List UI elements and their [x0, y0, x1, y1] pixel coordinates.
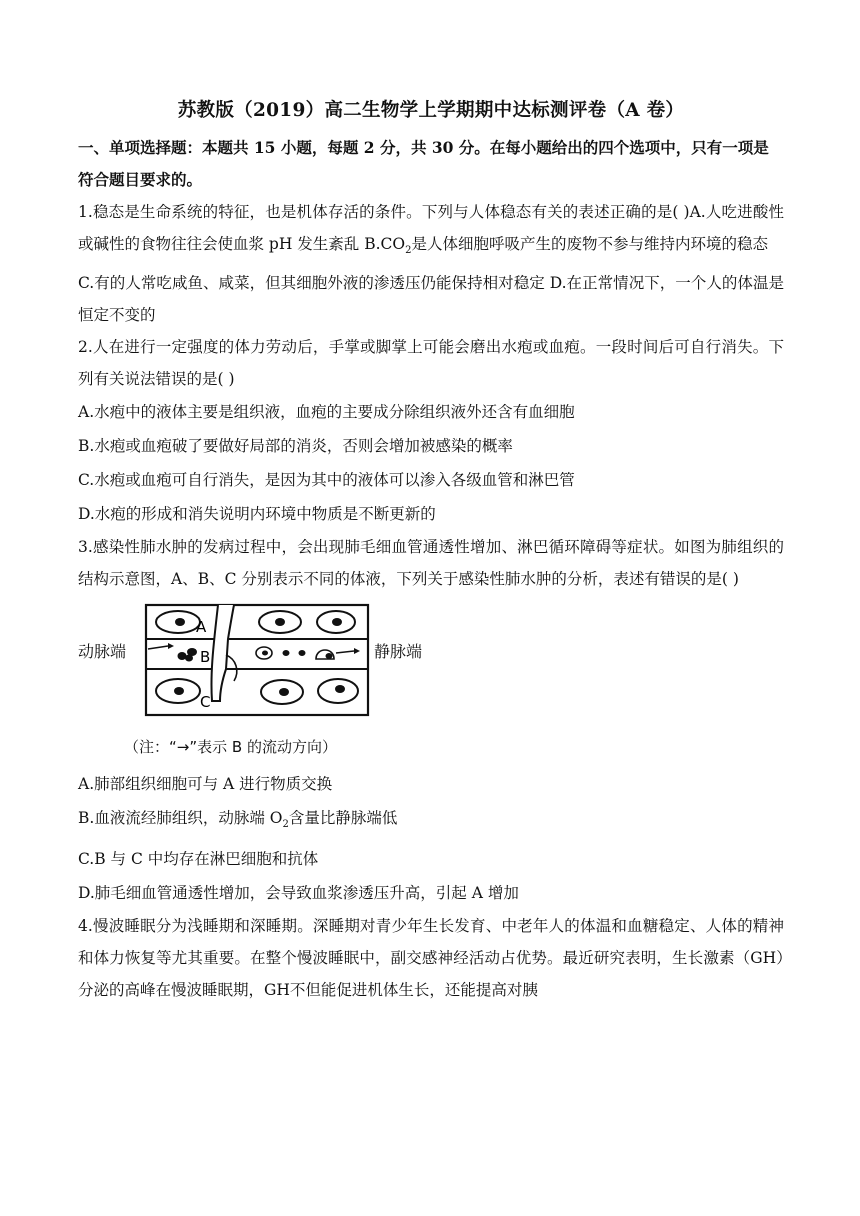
question-2-option-c: C.水疱或血疱可自行消失，是因为其中的液体可以渗入各级血管和淋巴管	[78, 471, 575, 490]
venous-end-label: 静脉端	[374, 642, 423, 662]
question-3-option-c: C.B 与 C 中均存在淋巴细胞和抗体	[78, 850, 319, 869]
figure-caption: （注：“→”表示 B 的流动方向）	[124, 738, 337, 757]
document-title: 苏教版（2019）高二生物学上学期期中达标测评卷（A 卷）	[177, 100, 685, 121]
section-heading: 一、单项选择题：本题共 15 小题，每题 2 分，共 30 分。在每小题给出的四个选项中，只有一项是符合题目要求的。	[78, 138, 769, 189]
fluid-b-label: B	[200, 648, 211, 667]
question-2-option-b: B.水疱或血疱破了要做好局部的消炎，否则会增加被感染的概率	[78, 437, 513, 456]
question-1-options: C.有的人常吃咸鱼、咸菜，但其细胞外液的渗透压仍能保持相对稳定 D.在正常情况下，一个人的体温是恒定不变的	[78, 274, 784, 325]
tissue-structure-svg	[140, 601, 376, 723]
document-page	[78, 96, 784, 1006]
question-2-stem: 2.人在进行一定强度的体力劳动后，手掌或脚掌上可能会磨出水疱或血疱。一段时间后可自行消失。下列有关说法错误的是( )	[78, 338, 784, 389]
lung-tissue-diagram	[78, 601, 438, 729]
question-3-option-b: B.血液流经肺组织，动脉端 $O_2$含量比静脉端低	[78, 809, 398, 831]
question-4-stem: 4.慢波睡眠分为浅睡期和深睡期。深睡期对青少年生长发育、中老年人的体温和血糖稳定、人体的精神和体力恢复等尤其重要。在整个慢波睡眠中，副交感神经活动占优势。最近研究表明，生长激素（GH）分泌的高峰在慢波睡眠期，GH不但能促进机体生长，还能提高对胰	[78, 917, 784, 1000]
question-3-option-d: D.肺毛细血管通透性增加，会导致血浆渗透压升高，引起 A 增加	[78, 884, 519, 903]
fluid-c-label: C	[200, 693, 211, 712]
arterial-end-label: 动脉端	[78, 642, 127, 662]
fluid-a-label: A	[196, 618, 207, 637]
question-1-stem: 1.稳态是生命系统的特征，也是机体存活的条件。下列与人体稳态有关的表述正确的是( )A.人吃进酸性或碱性的食物往往会使血浆 pH 发生紊乱 $B.CO_2$是人体细胞呼吸产生的废物不参与维持内环境的稳态	[78, 203, 784, 257]
question-2-option-a: A.水疱中的液体主要是组织液，血疱的主要成分除组织液外还含有血细胞	[78, 403, 575, 422]
question-2-option-d: D.水疱的形成和消失说明内环境中物质是不断更新的	[78, 505, 436, 524]
question-3-stem: 3.感染性肺水肿的发病过程中，会出现肺毛细血管通透性增加、淋巴循环障碍等症状。如图为肺组织的结构示意图，A、B、C 分别表示不同的体液，下列关于感染性肺水肿的分析，表述有错误的是( )	[78, 538, 784, 589]
question-3-option-a: A.肺部组织细胞可与 A 进行物质交换	[78, 775, 333, 794]
